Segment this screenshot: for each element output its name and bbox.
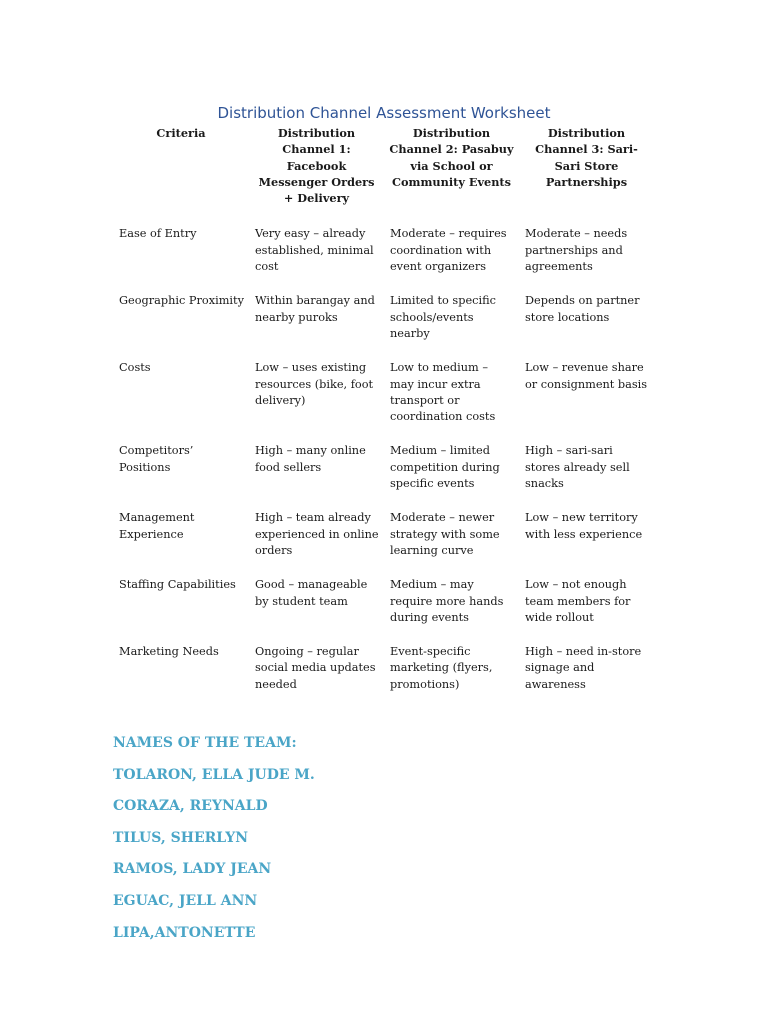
channel-2-cell: Moderate – newer strategy with some learning curve xyxy=(390,511,500,557)
header-channel-3: Distribution Channel 3: Sari-Sari Store Partnerships xyxy=(535,126,638,189)
team-member: LIPA,ANTONETTE xyxy=(113,924,256,941)
channel-3-cell: Moderate – needs partnerships and agreements xyxy=(525,227,628,274)
channel-2-cell: Low to medium – may incur extra transport or coordination costs xyxy=(390,361,496,424)
criteria-cell: Management Experience xyxy=(119,511,195,541)
criteria-cell: Ease of Entry xyxy=(119,227,197,241)
channel-1-cell: Within barangay and nearby puroks xyxy=(255,294,375,324)
channel-3-cell: Low – new territory with less experience xyxy=(525,511,643,541)
channel-1-cell: Low – uses existing resources (bike, foot delivery) xyxy=(255,361,374,407)
channel-3-cell: Low – not enough team members for wide rollout xyxy=(525,578,631,624)
channel-3-cell: Depends on partner store locations xyxy=(525,294,640,324)
table-header-row xyxy=(113,125,654,226)
criteria-cell: Costs xyxy=(119,361,151,375)
team-member: RAMOS, LADY JEAN xyxy=(113,861,272,878)
team-member: EGUAC, JELL ANN xyxy=(113,892,258,909)
team-member: TOLARON, ELLA JUDE M. xyxy=(113,766,315,783)
channel-2-cell: Medium – limited competition during specific events xyxy=(390,444,500,491)
table-row xyxy=(113,443,654,510)
table-row xyxy=(113,360,654,443)
team-member: CORAZA, REYNALD xyxy=(113,798,268,815)
team-list xyxy=(113,733,315,954)
table-row xyxy=(113,577,654,644)
table-row xyxy=(113,644,654,711)
channel-2-cell: Medium – may require more hands during events xyxy=(390,578,504,624)
table-row xyxy=(113,226,654,293)
channel-2-cell: Limited to specific schools/events nearby xyxy=(390,294,496,340)
channel-3-cell: Low – revenue share or consignment basis xyxy=(525,361,648,391)
channel-1-cell: High – many online food sellers xyxy=(255,444,366,474)
channel-2-cell: Moderate – requires coordination with event organizers xyxy=(390,227,507,274)
channel-2-cell: Event-specific marketing (flyers, promotions) xyxy=(390,645,493,691)
table-row xyxy=(113,510,654,577)
team-member: TILUS, SHERLYN xyxy=(113,829,248,846)
channel-1-cell: Very easy – already established, minimal cost xyxy=(255,227,374,274)
channel-3-cell: High – sari-sari stores already sell snacks xyxy=(525,444,630,491)
channel-1-cell: Good – manageable by student team xyxy=(255,578,368,608)
table-row xyxy=(113,293,654,360)
criteria-cell: Staffing Capabilities xyxy=(119,578,236,592)
channel-1-cell: Ongoing – regular social media updates needed xyxy=(255,645,376,691)
criteria-cell: Geographic Proximity xyxy=(119,294,244,308)
channel-1-cell: High – team already experienced in online orders xyxy=(255,511,379,557)
criteria-cell: Marketing Needs xyxy=(119,645,219,659)
channel-3-cell: High – need in-store signage and awareness xyxy=(525,645,642,691)
header-channel-1: Distribution Channel 1: Facebook Messenger Orders + Delivery xyxy=(258,126,375,206)
assessment-table xyxy=(113,125,654,711)
header-channel-2: Distribution Channel 2: Pasabuy via School or Community Events xyxy=(389,126,514,189)
criteria-cell: Competitors’ Positions xyxy=(119,444,194,474)
worksheet-title: Distribution Channel Assessment Worksheet xyxy=(217,104,551,122)
header-criteria: Criteria xyxy=(156,126,206,140)
team-heading: NAMES OF THE TEAM: xyxy=(113,735,297,751)
